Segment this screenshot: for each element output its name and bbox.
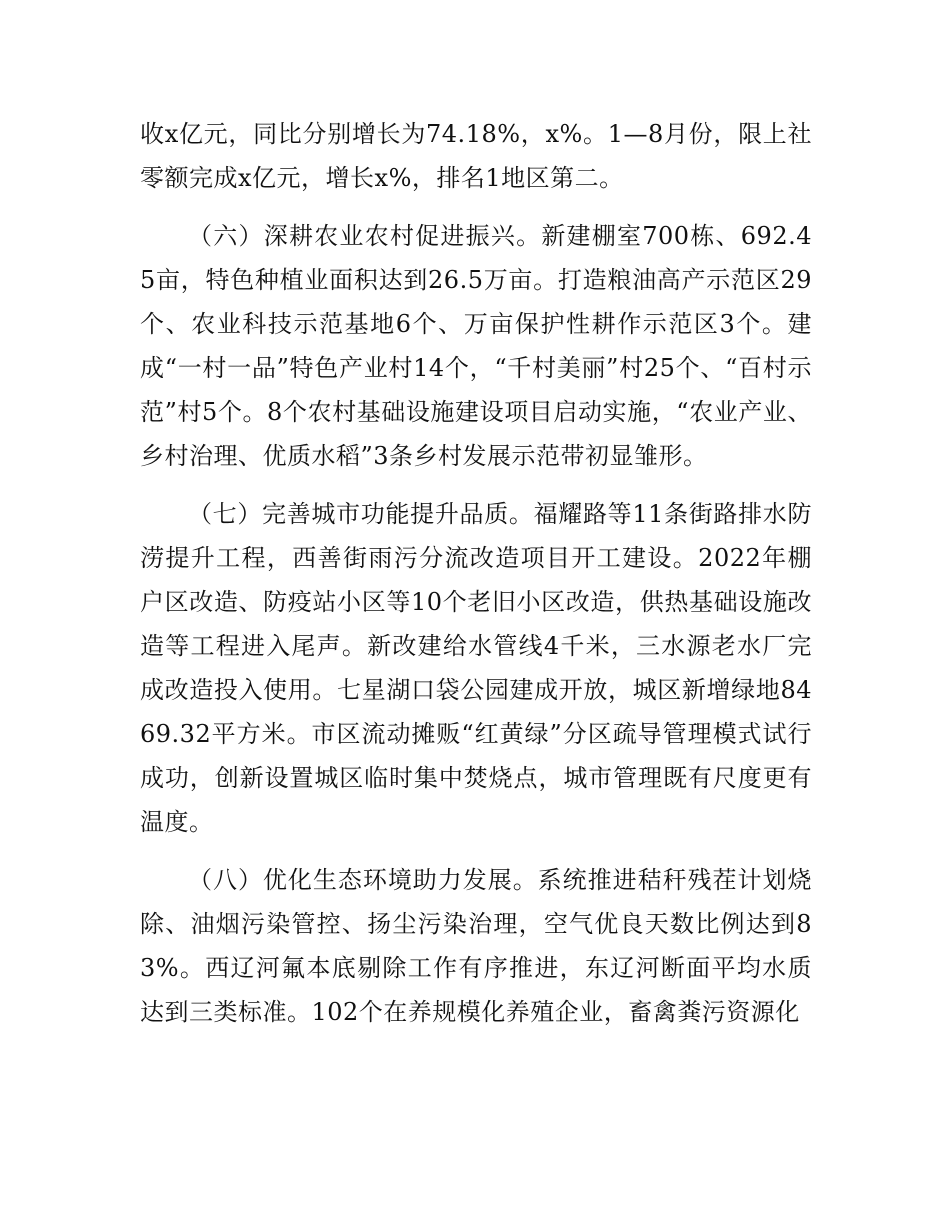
paragraph-continued: 收x亿元，同比分别增长为74.18%，x%。1—8月份，限上社零额完成x亿元，增长x%，排名1地区第二。: [140, 120, 812, 192]
document-body: [140, 112, 812, 1048]
paragraph-ecology: （八）优化生态环境助力发展。系统推进秸秆残茬计划烧除、油烟污染管控、扬尘污染治理，空气优良天数比例达到83%。西辽河氟本底剔除工作有序推进，东辽河断面平均水质达到三类标准。102个在养规模化养殖企业，畜禽粪污资源化: [140, 866, 812, 1026]
paragraph-agriculture: （六）深耕农业农村促进振兴。新建棚室700栋、692.45亩，特色种植业面积达到26.5万亩。打造粮油高产示范区29个、农业科技示范基地6个、万亩保护性耕作示范区3个。建成“一村一品”特色产业村14个，“千村美丽”村25个、“百村示范”村5个。8个农村基础设施建设项目启动实施，“农业产业、乡村治理、优质水稻”3条乡村发展示范带初显雏形。: [140, 222, 812, 470]
paragraph-urban-function: （七）完善城市功能提升品质。福耀路等11条街路排水防涝提升工程，西善街雨污分流改造项目开工建设。2022年棚户区改造、防疫站小区等10个老旧小区改造，供热基础设施改造等工程进入尾声。新改建给水管线4千米，三水源老水厂完成改造投入使用。七星湖口袋公园建成开放，城区新增绿地8469.32平方米。市区流动摊贩“红黄绿”分区疏导管理模式试行成功，创新设置城区临时集中焚烧点，城市管理既有尺度更有温度。: [140, 500, 812, 836]
